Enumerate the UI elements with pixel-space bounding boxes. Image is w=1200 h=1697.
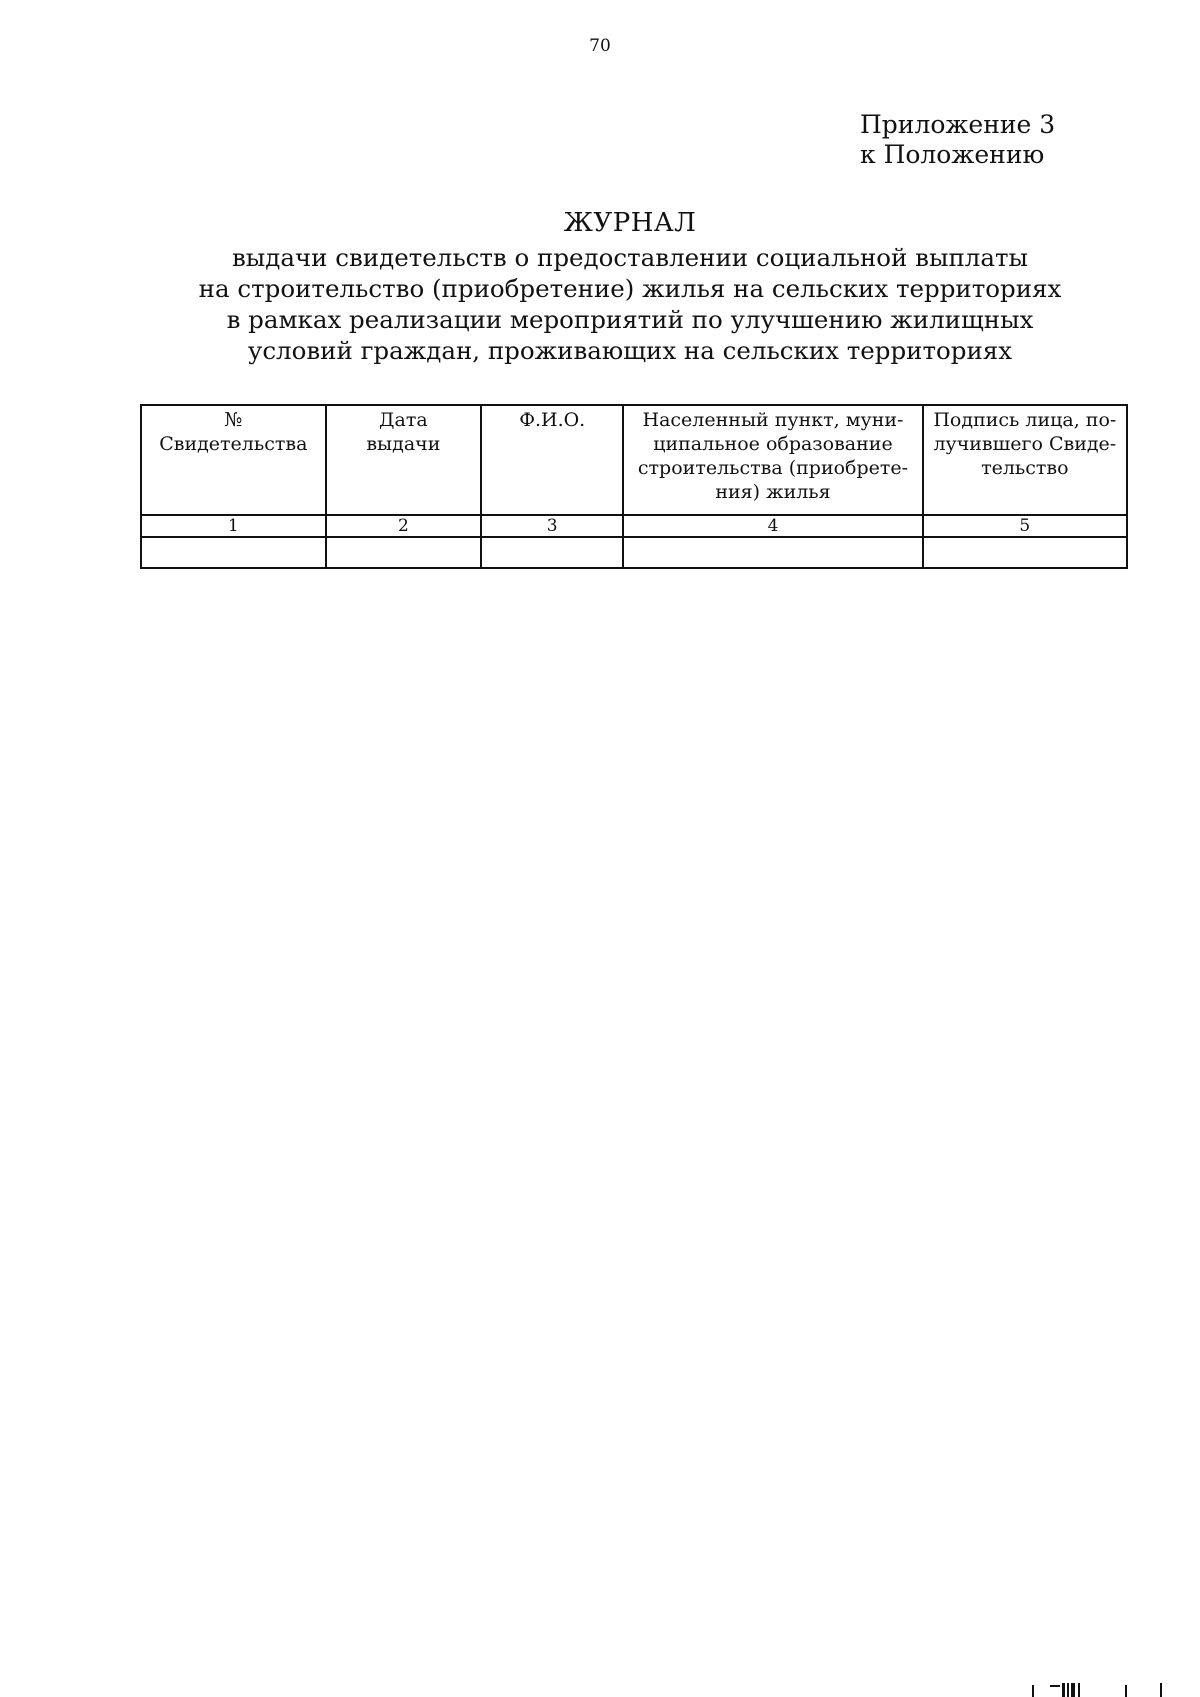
subtitle-line-3: в рамках реализации мероприятий по улучшению жилищных <box>226 305 1034 334</box>
column-number: 2 <box>326 515 482 537</box>
column-number: 5 <box>923 515 1127 537</box>
header-line: ния) жилья <box>715 481 831 503</box>
header-line: ципальное образование <box>653 433 893 455</box>
page-number: 70 <box>589 36 611 56</box>
document-title: ЖУРНАЛ <box>563 208 697 238</box>
table-cell <box>923 537 1127 568</box>
appendix-reference <box>860 110 1160 170</box>
subtitle-line-2: на строительство (приобретение) жилья на сельских территориях <box>198 274 1062 303</box>
document-subtitle <box>140 242 1120 366</box>
column-number: 3 <box>481 515 623 537</box>
header-full-name <box>481 405 623 515</box>
table-cell <box>481 537 623 568</box>
header-line: № <box>224 409 243 431</box>
appendix-line-2: к Положению <box>860 140 1045 169</box>
header-line: лучившего Свиде- <box>933 433 1117 455</box>
header-recipient-signature <box>923 405 1127 515</box>
table-cell <box>623 537 922 568</box>
column-number: 1 <box>141 515 326 537</box>
header-certificate-number <box>141 405 326 515</box>
header-line: Подпись лица, по- <box>933 409 1117 431</box>
table-cell <box>326 537 482 568</box>
table-cell <box>141 537 326 568</box>
scan-barcode-mark <box>1030 1683 1180 1697</box>
appendix-line-1: Приложение 3 <box>860 110 1056 139</box>
journal-table <box>140 404 1128 569</box>
subtitle-line-4: условий граждан, проживающих на сельских территориях <box>247 336 1013 365</box>
header-line: Дата <box>379 409 428 431</box>
header-line: выдачи <box>366 433 441 455</box>
header-line: Населенный пункт, муни- <box>642 409 904 431</box>
subtitle-line-1: выдачи свидетельств о предоставлении социальной выплаты <box>231 243 1029 272</box>
column-number-row <box>141 515 1127 537</box>
table-header-row <box>141 405 1127 515</box>
header-issue-date <box>326 405 482 515</box>
table-row <box>141 537 1127 568</box>
column-number: 4 <box>623 515 922 537</box>
header-line: строительства (приобрете- <box>637 457 909 479</box>
header-line: тельство <box>981 457 1069 479</box>
header-line: Свидетельства <box>159 433 308 455</box>
header-line: Ф.И.О. <box>519 409 586 431</box>
header-settlement <box>623 405 922 515</box>
